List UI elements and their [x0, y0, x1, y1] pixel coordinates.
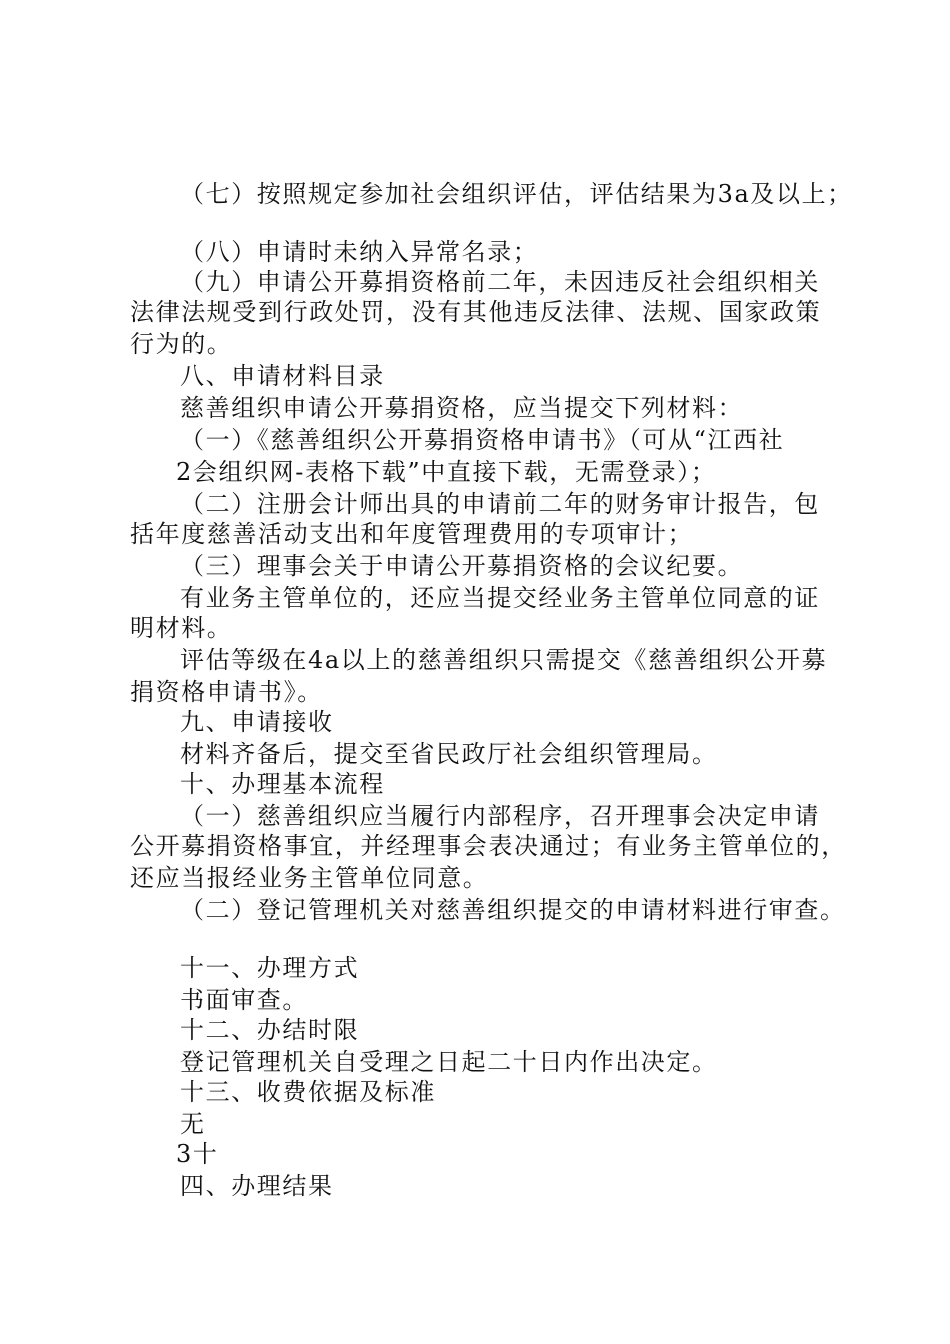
- text-line: 捐资格申请书》。: [130, 678, 323, 706]
- text-line: 登记管理机关自受理之日起二十日内作出决定。: [180, 1048, 718, 1076]
- section-heading: 九、申请接收: [180, 708, 334, 736]
- text-line: 慈善组织申请公开募捐资格，应当提交下列材料：: [180, 394, 744, 422]
- section-heading: 八、申请材料目录: [180, 362, 385, 390]
- text-line: 无: [180, 1110, 206, 1138]
- text-line: 公开募捐资格事宜，并经理事会表决通过；有业务主管单位的，: [130, 832, 847, 860]
- section-heading: 十一、办理方式: [180, 954, 360, 982]
- section-heading: 十二、办结时限: [180, 1016, 360, 1044]
- text-line: 括年度慈善活动支出和年度管理费用的专项审计；: [130, 520, 694, 548]
- text-line: 明材料。: [130, 614, 233, 642]
- section-heading: 四、办理结果: [180, 1172, 334, 1200]
- text-line: 材料齐备后，提交至省民政厅社会组织管理局。: [180, 740, 718, 768]
- text-line: （一）《慈善组织公开募捐资格申请书》（可从“江西社: [180, 426, 785, 454]
- text-line: （九）申请公开募捐资格前二年，未因违反社会组织相关: [180, 268, 820, 296]
- text-line: （二）注册会计师出具的申请前二年的财务审计报告，包: [180, 490, 820, 518]
- text-line: （七）按照规定参加社会组织评估，评估结果为3a及以上；: [180, 180, 853, 208]
- text-line: 书面审查。: [180, 986, 308, 1014]
- text-line: （一）慈善组织应当履行内部程序，召开理事会决定申请: [180, 802, 820, 830]
- text-line: 评估等级在4a以上的慈善组织只需提交《慈善组织公开募: [180, 646, 828, 674]
- page-number: 3十: [176, 1140, 219, 1168]
- section-heading: 十三、收费依据及标准: [180, 1078, 436, 1106]
- text-line: 法律法规受到行政处罚，没有其他违反法律、法规、国家政策: [130, 298, 822, 326]
- text-line: （二）登记管理机关对慈善组织提交的申请材料进行审查。: [180, 896, 846, 924]
- text-line: （八）申请时未纳入异常名录；: [180, 238, 539, 266]
- section-heading: 十、办理基本流程: [180, 770, 385, 798]
- text-line: 有业务主管单位的，还应当提交经业务主管单位同意的证: [180, 584, 820, 612]
- text-line: 行为的。: [130, 330, 233, 358]
- text-line: 2会组织网-表格下载”中直接下载，无需登录）；: [176, 458, 717, 486]
- text-line: 还应当报经业务主管单位同意。: [130, 864, 489, 892]
- text-line: （三）理事会关于申请公开募捐资格的会议纪要。: [180, 552, 744, 580]
